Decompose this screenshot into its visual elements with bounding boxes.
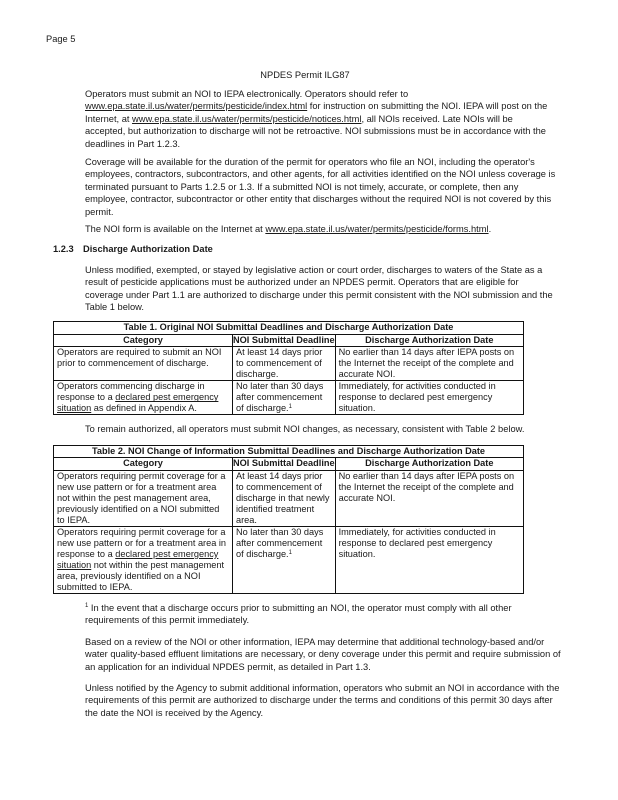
text-segment: Coverage will be available for the duration of the permit for operators who file an NOI, including the operator's [85,157,535,168]
table-cell [233,347,336,381]
text-line [85,602,585,614]
table-title: Table 2. NOI Change of Information Submittal Deadlines and Discharge Authorization Date [54,445,524,458]
column-header: NOI Submittal Deadline [233,458,335,469]
text-line [85,289,585,301]
text-segment: deadlines in Part 1.2.3. [85,138,181,149]
text-line [85,181,585,193]
paragraph-unless-notified [85,682,585,719]
text-segment: Internet, at [85,113,133,124]
text-segment: Unless modified, exempted, or stayed by legislative action or court order, discharges to waters of the State as a [85,264,543,275]
text-segment: employees, contractors, subcontractors, and other agents, for all activities identified on the NOI unless coverage is [85,169,556,180]
text-segment: Operators commencing discharge in response to a [57,381,205,403]
text-segment: requirements of this permit are authorized to discharge under the terms and conditions of this permit 30 days after [85,695,553,706]
table-cell [233,381,336,415]
text-line [85,694,585,706]
text-segment: Operators requiring permit coverage for a new use pattern or for a treatment area in response to a [57,526,227,559]
link-text: www.epa.state.il.us/water/permits/pesticide/index.html [85,101,308,112]
text-segment: Unless notified by the Agency to submit additional information, operators who submit an NOI in accordance with the [85,682,560,693]
link-text: www.epa.state.il.us/water/permits/pesticide/forms.html [265,224,489,235]
table-cell [54,526,233,593]
footnote-marker: 1 [288,549,292,556]
text-segment: as defined in Appendix A. [91,403,197,414]
text-segment: the date the NOI is received by the Agency. [85,707,264,718]
paragraph-remain-authorized [85,423,585,435]
text-line [85,707,585,719]
section-number: 1.2.3 [53,244,74,255]
text-segment: employee, contractor, subcontractor or other entity that discharges without the required NOI is not covered by this [85,194,552,205]
text-line [85,100,585,112]
header-title: NPDES Permit ILG87 [260,70,350,80]
text-segment: an application for an individual NPDES permit, as detailed in Part 1.3. [85,661,371,672]
table-row [54,381,524,415]
text-segment: coverage under Part 1.1 are authorized to discharge under this permit consistent with the NOI submission and the [85,289,553,300]
text-segment: In the event that a discharge occurs prior to submitting an NOI, the operator must comply with all other [88,602,512,613]
text-line [85,156,585,168]
text-segment: Immediately, for activities conducted in response to declared pest emergency situation. [338,526,496,559]
column-header: Discharge Authorization Date [335,334,523,347]
text-segment: At least 14 days prior to commencement of discharge in that newly identified treatment area. [236,470,330,525]
text-segment: Operators requiring permit coverage for a new use pattern or for a treatment area not within the pest management area, previously identified on a NOI submitted to IEPA. [57,470,226,525]
text-line [85,138,585,150]
table-cell [335,526,523,593]
link-text: www.epa.state.il.us/water/permits/pesticide/notices.html [132,113,362,124]
table-cell [54,381,233,415]
text-line [85,276,585,288]
text-segment: requirements of this permit immediately. [85,615,250,626]
section-title: Discharge Authorization Date [83,244,213,255]
text-line [85,423,585,435]
text-line [85,636,585,648]
table-row [54,347,524,381]
text-line [85,113,585,125]
paragraph-iepa-review [85,636,585,673]
text-line [85,125,585,137]
table-cell [335,381,523,415]
link-text: declared pest emergency situation [57,548,219,570]
footnote [85,602,585,627]
page-number: Page 5 [46,34,76,44]
paragraph-noi-form [85,223,585,235]
text-segment: terminated pursuant to Parts 1.2.5 or 1.3. If a submitted NOI is not timely, accurate, or complete, then any [85,181,519,192]
paragraph-noi-submission [85,88,585,150]
text-segment: Immediately, for activities conducted in response to declared pest emergency situation. [338,381,496,414]
text-segment: No earlier than 14 days after IEPA posts on the Internet the receipt of the complete and accurate NOI. [338,470,515,503]
table-cell [233,526,336,593]
text-segment: permit. [85,206,114,217]
table-cell [54,470,233,526]
text-segment: not within the pest management area, previously identified on a NOI submitted to IEPA. [57,559,225,592]
text-segment: . [488,224,492,235]
text-line [85,88,585,100]
table-cell [335,347,523,381]
text-line [85,301,585,313]
footnote-marker: 1 [288,404,292,411]
text-line [85,206,585,218]
column-header: NOI Submittal Deadline [233,334,335,345]
table-row [54,526,524,593]
column-header: Category [54,458,233,471]
table-cell [335,470,523,526]
table-row [54,470,524,526]
text-line [85,168,585,180]
table-cell [233,470,336,526]
section-heading [53,243,618,255]
text-segment: accepted, but authorization to discharge will not be retroactive. NOI submissions must be in accordance with the [85,126,546,137]
text-segment: Operators must submit an NOI to IEPA electronically. Operators should refer to [85,89,409,99]
text-segment: Based on a review of the NOI or other information, IEPA may determine that additional technology-based and/or [85,636,545,647]
text-line [85,614,585,626]
paragraph-authorization [85,264,585,314]
text-segment: No earlier than 14 days after IEPA posts on the Internet the receipt of the complete and accurate NOI. [338,347,515,380]
paragraph-coverage [85,156,585,218]
column-header: Category [54,334,233,347]
text-segment: At least 14 days prior to commencement of discharge. [236,347,323,380]
text-segment: water quality-based effluent limitations are necessary, or deny coverage under this permit and require submission of [85,649,561,660]
table-2 [53,445,524,594]
text-line [85,661,585,673]
table-title: Table 1. Original NOI Submittal Deadlines and Discharge Authorization Date [54,322,524,335]
document-header [0,70,610,80]
table-cell [54,347,233,381]
text-segment: , all NOIs received. Late NOIs will be [361,113,513,124]
text-line [85,682,585,694]
text-line [85,223,585,235]
text-segment: for instruction on submitting the NOI. IEPA will post on the [307,101,548,112]
page-body [0,88,618,719]
text-segment: No later than 30 days after commencement of discharge. [236,381,324,414]
text-segment: The NOI form is available on the Internet at [85,224,266,235]
text-segment: Operators are required to submit an NOI prior to commencement of discharge. [57,347,222,369]
text-segment: Table 1 below. [85,302,144,313]
link-text: declared pest emergency situation [57,392,219,414]
text-segment: No later than 30 days after commencement of discharge. [236,526,324,559]
text-line [85,264,585,276]
table-1 [53,321,524,415]
text-line [85,648,585,660]
column-header: Discharge Authorization Date [335,458,523,471]
text-line [85,193,585,205]
text-segment: To remain authorized, all operators must submit NOI changes, as necessary, consistent with Table 2 below. [85,424,525,435]
footnote-marker: 1 [85,602,89,609]
text-segment: result of pesticide applications must be authorized under an NPDES permit. Operators that are eligible for [85,277,519,288]
